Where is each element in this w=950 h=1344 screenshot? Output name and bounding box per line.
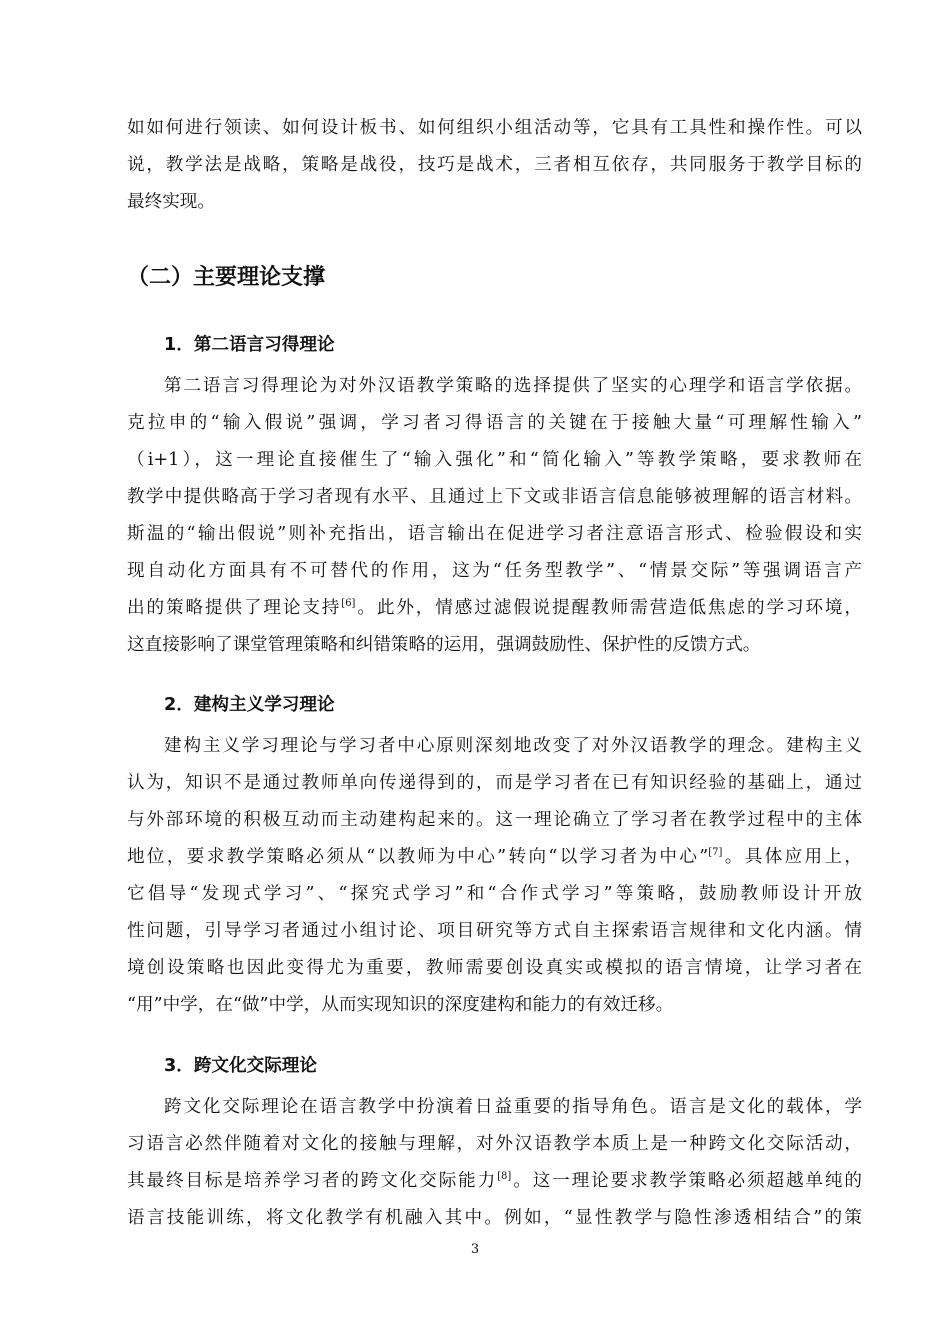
text-segment: 出的策略提供了理论支持 <box>127 598 342 618</box>
intro-paragraph <box>127 110 862 221</box>
text-line: 跨文化交际理论在语言教学中扮演着日益重要的指导角色。语言是文化的载体，学 <box>164 1097 862 1117</box>
section-heading: （二）主要理论支撑 <box>127 265 326 290</box>
text-line: （i+1），这一理论直接催生了“输入强化”和“简化输入”等教学策略，要求教师在 <box>127 450 862 470</box>
text-segment: 。这一理论要求教学策略必须超越单纯的 <box>511 1171 862 1191</box>
text-line: 克拉申的“输入假说”强调，学习者习得语言的关键在于接触大量“可理解性输入” <box>127 413 862 433</box>
text-segment: 。具体应用上， <box>722 847 862 867</box>
paragraph-constructivism <box>127 728 862 1024</box>
text-line: 境创设策略也因此变得尤为重要，教师需要创设真实或模拟的语言情境，让学习者在 <box>127 958 862 978</box>
text-line-with-citation <box>127 839 862 876</box>
text-line: 说，教学法是战略，策略是战役，技巧是战术，三者相互依存，共同服务于教学目标的 <box>127 155 862 175</box>
text-line: 第二语言习得理论为对外汉语教学策略的选择提供了坚实的心理学和语言学依据。 <box>164 376 862 396</box>
text-line: 认为，知识不是通过教师单向传递得到的，而是学习者在已有知识经验的基础上，通过 <box>127 773 862 793</box>
text-line: “用”中学，在“做”中学，从而实现知识的深度建构和能力的有效迁移。 <box>127 995 674 1015</box>
subsection-heading-2: 2．建构主义学习理论 <box>164 695 335 715</box>
text-segment: 地位，要求教学策略必须从“以教师为中心”转向“以学习者为中心” <box>127 847 709 867</box>
subsection-heading-1: 1．第二语言习得理论 <box>164 335 335 355</box>
text-line: 如如何进行领读、如何设计板书、如何组织小组活动等，它具有工具性和操作性。可以 <box>127 118 862 138</box>
paragraph-sla-theory <box>127 368 862 664</box>
text-segment: 。此外，情感过滤假说提醒教师需营造低焦虑的学习环境， <box>355 598 862 618</box>
text-line: 这直接影响了课堂管理策略和纠错策略的运用，强调鼓励性、保护性的反馈方式。 <box>127 635 761 655</box>
paragraph-intercultural <box>127 1089 862 1237</box>
text-line: 建构主义学习理论与学习者中心原则深刻地改变了对外汉语教学的理念。建构主义 <box>164 736 862 756</box>
text-line: 现自动化方面具有不可替代的作用，这为“任务型教学”、“情景交际”等强调语言产 <box>127 561 862 581</box>
text-line-with-citation <box>127 1163 862 1200</box>
subsection-heading-3: 3．跨文化交际理论 <box>164 1056 317 1076</box>
citation-marker: [8] <box>497 1171 512 1182</box>
text-line: 教学中提供略高于学习者现有水平、且通过上下文或非语言信息能够被理解的语言材料。 <box>127 487 862 507</box>
citation-marker: [6] <box>341 598 356 609</box>
text-line: 性问题，引导学习者通过小组讨论、项目研究等方式自主探索语言规律和文化内涵。情 <box>127 921 862 941</box>
text-line: 习语言必然伴随着对文化的接触与理解，对外汉语教学本质上是一种跨文化交际活动， <box>127 1134 862 1154</box>
text-line: 它倡导“发现式学习”、“探究式学习”和“合作式学习”等策略，鼓励教师设计开放 <box>127 884 862 904</box>
text-line: 与外部环境的积极互动而主动建构起来的。这一理论确立了学习者在教学过程中的主体 <box>127 810 862 830</box>
citation-marker: [7] <box>708 847 723 858</box>
text-line-with-citation <box>127 590 862 627</box>
page-number: 3 <box>470 1242 480 1257</box>
text-line: 斯温的“输出假说”则补充指出，语言输出在促进学习者注意语言形式、检验假设和实 <box>127 524 862 544</box>
text-segment: 其最终目标是培养学习者的跨文化交际能力 <box>127 1171 498 1191</box>
text-line: 最终实现。 <box>127 192 215 212</box>
text-line: 语言技能训练，将文化教学有机融入其中。例如，“显性教学与隐性渗透相结合”的策 <box>127 1208 862 1228</box>
